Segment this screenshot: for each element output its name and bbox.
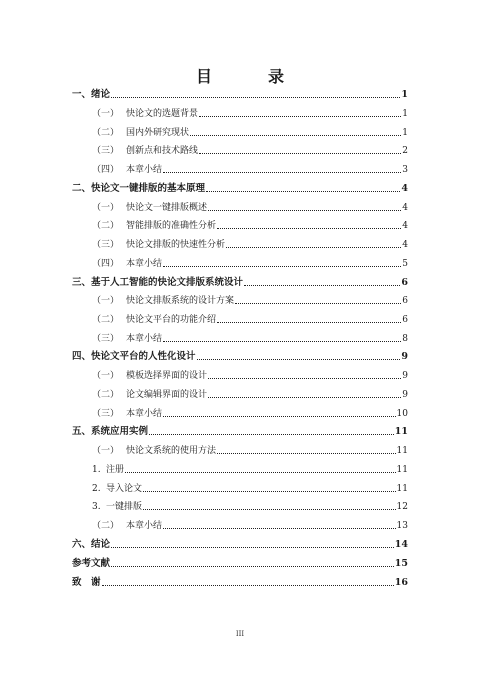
toc-page-number: 4 [402,203,408,213]
toc-section-row[interactable] [92,314,408,326]
toc-page-number: 11 [396,484,408,494]
leader-dots [197,359,401,360]
toc-entry-label [92,389,207,401]
toc-entry-number: （一） [92,446,120,456]
table-of-contents [0,86,480,606]
toc-entry-label [72,351,196,363]
toc-entry-text: 一、绪论 [72,89,111,100]
leader-dots [226,247,401,248]
toc-page-number: 9 [401,351,408,362]
toc-entry-number: （三） [92,146,120,156]
toc-section-row[interactable] [92,445,408,457]
toc-entry-text: 一键排版 [106,502,143,512]
toc-chapter-row[interactable] [72,89,408,101]
leader-dots [163,416,396,417]
toc-entry-number: （一） [92,371,120,381]
toc-entry-number: 3. [92,502,101,512]
toc-entry-label [92,202,207,214]
leader-dots [143,509,396,510]
toc-section-row[interactable] [92,408,408,420]
toc-entry-label [92,164,162,176]
toc-entry-number: （二） [92,315,120,325]
toc-entry-label [92,295,234,307]
toc-entry-text: 快论文平台的功能介绍 [126,315,217,325]
toc-page-number: 9 [402,371,408,381]
leader-dots [143,491,396,492]
toc-chapter-row[interactable] [72,577,408,589]
page-number: III [235,630,245,638]
toc-entry-text: 智能排版的准确性分析 [126,221,217,231]
toc-entry-number: （四） [92,259,120,269]
toc-entry-text: 创新点和技术路线 [126,146,199,156]
leader-dots [208,397,401,398]
toc-entry-label [72,539,110,551]
toc-section-row[interactable] [92,145,408,157]
toc-chapter-row[interactable] [72,426,408,438]
toc-entry-text: 注册 [106,465,125,475]
toc-entry-text: 国内外研究现状 [126,128,190,138]
leader-dots [217,453,396,454]
toc-page-number: 1 [401,89,408,100]
toc-entry-label [92,258,162,270]
toc-entry-label [92,501,142,513]
leader-dots [125,472,396,473]
toc-chapter-row[interactable] [72,539,408,551]
leader-dots [206,191,400,192]
toc-entry-label [92,408,162,420]
toc-entry-number: 2. [92,484,101,494]
leader-dots [208,210,401,211]
toc-page-number: 10 [396,409,408,419]
toc-entry-number: （四） [92,165,120,175]
toc-page-number: 11 [394,426,408,437]
toc-page-number: 2 [402,146,408,156]
toc-page-number: 12 [396,502,408,512]
toc-entry-text: 快论文的选题背景 [126,109,199,119]
toc-entry-label [92,145,198,157]
toc-entry-label [72,89,110,101]
toc-chapter-row[interactable] [72,183,408,195]
toc-entry-label [92,239,225,251]
toc-entry-text: 三、基于人工智能的快论文排版系统设计 [72,277,244,288]
toc-section-row[interactable] [92,333,408,345]
toc-page-number: 4 [402,221,408,231]
leader-dots [163,341,401,342]
leader-dots [111,97,400,98]
toc-entry-text: 快论文系统的使用方法 [126,446,217,456]
leader-dots [163,266,401,267]
toc-entry-text: 快论文一键排版概述 [126,203,208,213]
toc-entry-label [72,183,205,195]
leader-dots [111,547,394,548]
toc-section-row[interactable] [92,220,408,232]
toc-section-row[interactable] [92,239,408,251]
toc-entry-text: 本章小结 [126,334,163,344]
leader-dots [190,135,401,136]
toc-entry-number: （二） [92,128,120,138]
toc-entry-number: （二） [92,521,120,531]
leader-dots [111,566,394,567]
toc-page-number: 5 [402,259,408,269]
toc-entry-number: （三） [92,334,120,344]
toc-entry-label [72,577,101,589]
toc-page-number: 4 [401,183,408,194]
toc-entry-text: 本章小结 [126,259,163,269]
leader-dots [199,153,401,154]
toc-page-number: 3 [402,165,408,175]
leader-dots [163,172,401,173]
toc-chapter-row[interactable] [72,558,408,570]
toc-page-number: 9 [402,390,408,400]
toc-entry-text: 本章小结 [126,165,163,175]
toc-section-row[interactable] [92,108,408,120]
toc-section-row[interactable] [92,258,408,270]
toc-entry-label [72,426,148,438]
toc-entry-text: 致 谢 [72,577,101,588]
toc-page-number: 11 [396,446,408,456]
toc-entry-label [72,558,110,570]
toc-page-number: 4 [402,240,408,250]
leader-dots [208,378,401,379]
toc-section-row[interactable] [92,520,408,532]
toc-entry-number: （一） [92,296,120,306]
toc-entry-label [92,483,142,495]
toc-entry-number: （一） [92,203,120,213]
toc-chapter-row[interactable] [72,277,408,289]
toc-entry-text: 本章小结 [126,521,163,531]
toc-page-number: 8 [402,334,408,344]
toc-section-row[interactable] [92,464,408,476]
toc-section-row[interactable] [92,483,408,495]
toc-page-number: 11 [396,465,408,475]
toc-entry-number: （一） [92,109,120,119]
toc-section-row[interactable] [92,370,408,382]
toc-entry-text: 参考文献 [72,558,111,569]
toc-page-number: 13 [396,521,408,531]
toc-page-number: 6 [401,277,408,288]
toc-entry-number: （三） [92,409,120,419]
leader-dots [235,303,401,304]
toc-page-number: 14 [394,539,408,550]
toc-page-number: 1 [402,109,408,119]
toc-page-number: 15 [394,558,408,569]
toc-entry-label [92,464,124,476]
toc-section-row[interactable] [92,501,408,513]
toc-section-row[interactable] [92,389,408,401]
toc-entry-text: 六、结论 [72,539,111,550]
toc-page-number: 6 [402,315,408,325]
leader-dots [244,285,400,286]
leader-dots [102,585,394,586]
toc-entry-label [92,220,216,232]
toc-entry-label [72,277,243,289]
toc-entry-label [92,445,216,457]
toc-entry-text: 快论文排版的快速性分析 [126,240,226,250]
toc-page-number: 1 [402,128,408,138]
toc-entry-number: （二） [92,390,120,400]
toc-entry-number: 1. [92,465,101,475]
toc-section-row[interactable] [92,127,408,139]
toc-chapter-row[interactable] [72,351,408,363]
toc-entry-number: （二） [92,221,120,231]
toc-entry-text: 五、系统应用实例 [72,426,149,437]
toc-entry-label [92,333,162,345]
toc-entry-text: 模板选择界面的设计 [126,371,208,381]
toc-entry-number: （三） [92,240,120,250]
toc-title: 目 录 [195,67,304,86]
toc-page-number: 6 [402,296,408,306]
toc-entry-text: 四、快论文平台的人性化设计 [72,351,196,362]
toc-page-number: 16 [394,577,408,588]
toc-entry-label [92,108,198,120]
toc-entry-label [92,127,189,139]
toc-entry-text: 导入论文 [106,484,143,494]
leader-dots [163,528,396,529]
leader-dots [199,116,401,117]
toc-entry-text: 论文编辑界面的设计 [126,390,208,400]
leader-dots [217,228,401,229]
toc-entry-text: 快论文排版系统的设计方案 [126,296,235,306]
toc-entry-label [92,370,207,382]
toc-entry-label [92,520,162,532]
toc-section-row[interactable] [92,164,408,176]
leader-dots [149,434,394,435]
toc-entry-label [92,314,216,326]
toc-section-row[interactable] [92,202,408,214]
toc-entry-text: 二、快论文一键排版的基本原理 [72,183,206,194]
toc-section-row[interactable] [92,295,408,307]
toc-entry-text: 本章小结 [126,409,163,419]
leader-dots [217,322,401,323]
